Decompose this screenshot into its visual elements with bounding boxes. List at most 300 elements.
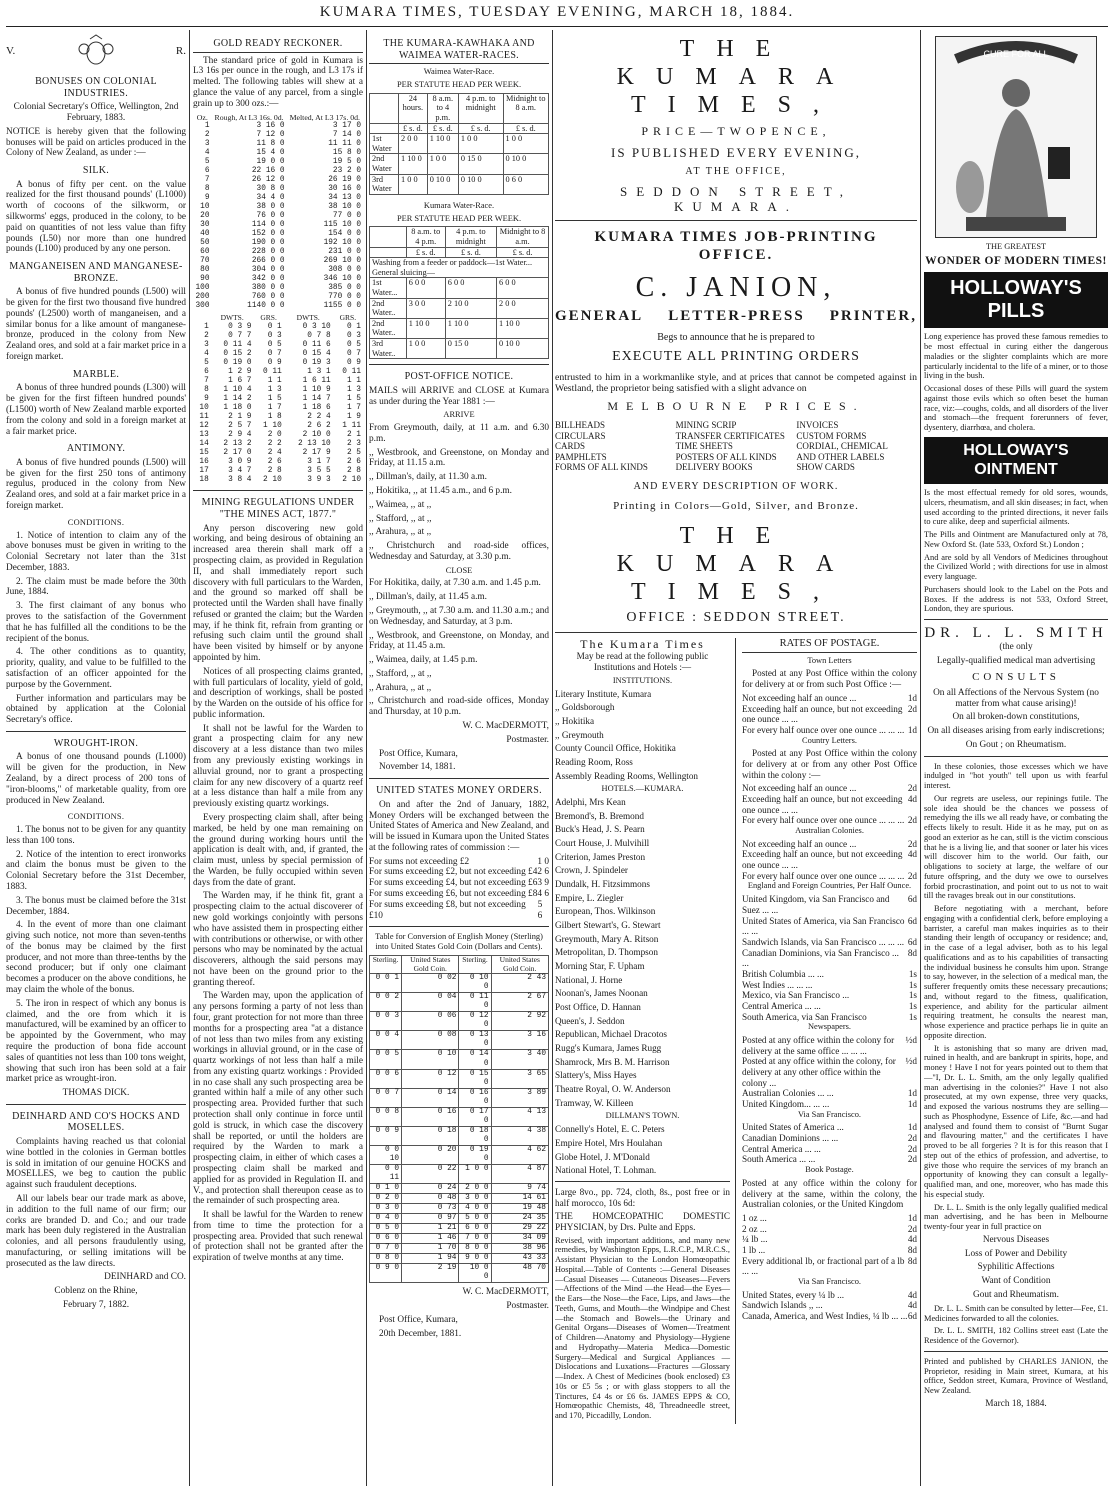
table-cell: 6 <box>204 166 210 175</box>
table-cell: 4 <box>204 148 210 157</box>
newspaper-rates <box>742 1035 917 1110</box>
rate-value: ½d <box>905 1034 917 1045</box>
rate-value: 2d <box>907 783 917 794</box>
only-line: (the only <box>999 642 1033 653</box>
rate-value: 1d <box>907 1099 917 1109</box>
rate-label: Every additional lb, or fractional part of a lb ... ... <box>742 1255 905 1277</box>
table-cell: 0 10 0 <box>427 174 458 194</box>
price-line: PRICE—TWOPENCE, <box>641 124 831 139</box>
hotel-item: Criterion, James Preston <box>555 851 646 862</box>
conversion-row <box>370 974 549 993</box>
rough-col-header: Rough, At L3 16s. 0d. <box>214 112 284 122</box>
hotel-item: Tramway, W. Killeen <box>555 1097 634 1108</box>
rate-row <box>742 969 917 980</box>
rate-row <box>742 815 917 826</box>
mining-heading: MINING REGULATIONS UNDER "THE MINES ACT, 1877." <box>201 497 355 521</box>
ailment-item: Want of Condition <box>981 1276 1051 1287</box>
table-cell: 22 16 0 <box>251 166 285 175</box>
table-cell: 0 0 4 <box>370 1031 402 1050</box>
institution-item: County Council Office, Hokitika <box>555 743 676 754</box>
table-cell: 0 3 9 <box>228 322 252 331</box>
rate-value: 1 0 <box>537 856 549 867</box>
institutions-list <box>555 689 730 782</box>
table-cell: 0 11 0 <box>459 993 491 1012</box>
rate-row <box>742 1300 917 1311</box>
conversion-row <box>370 1088 549 1107</box>
rate-row <box>742 937 917 948</box>
section-rule <box>924 1351 1108 1352</box>
rate-row <box>742 1154 917 1165</box>
conversion-row <box>370 1050 549 1069</box>
ailments-list <box>924 1235 1108 1301</box>
table-cell: 0 73 <box>402 1203 459 1213</box>
table-cell: 1 7 <box>267 404 282 413</box>
hotel-item: Theatre Royal, O. W. Anderson <box>555 1084 671 1095</box>
rate-row <box>742 1122 917 1133</box>
rate-label: Mexico, via San Francisco ... <box>742 990 850 1001</box>
oz-row <box>193 284 363 293</box>
rate-value: 2d <box>907 1143 917 1154</box>
reckoner-title: GOLD READY RECKONER. <box>193 38 363 53</box>
general-word: GENERAL <box>555 308 644 325</box>
table-cell: 40 <box>200 229 210 238</box>
table-cell: 2nd Water.. <box>370 318 407 338</box>
table-cell: 2 0 <box>267 431 282 440</box>
hotel-item: Court House, J. Mulvihill <box>555 838 650 849</box>
rate-label: Exceeding half an ounce, but not exceeding one ounce ... ... <box>742 793 903 815</box>
section-rule <box>369 926 549 927</box>
waimea-row <box>370 134 549 154</box>
rate-label: British Columbia ... ... <box>742 968 824 979</box>
printing-item: DELIVERY BOOKS <box>675 462 753 473</box>
condition-4: 4. The other conditions as to quantity, priority, quality, and value to be fulfilled to the satisfaction of an officer appointed for the purpose by the Government. <box>6 647 186 690</box>
dwt-row <box>193 332 363 341</box>
rate-row <box>742 894 917 915</box>
arrive-line: From Greymouth, daily, at 11 a.m. and 6.30 p.m. <box>369 423 549 444</box>
table-cell: 1 1 <box>267 377 282 386</box>
oz-row <box>193 176 363 185</box>
rate-row <box>742 871 917 882</box>
table-cell: 10 <box>200 202 210 211</box>
homeopathic-text: Revised, with important additions, and many new remedies, by Washington Epps, L.R.C.P., M.R.C.S., Assistant Physician to the London Homœopathic Hospital.—Table of Contents :—General Diseases—Casual Diseases — Cutaneous Diseases—Fevers—Affections of the Mind —the Head—the Eyes—the Ears—the Nose—the Face, Lips, and Jaws—the Teeth, Gums, and Mouth—the Windpipe and Chest—the Stomach and Bowels—the Urinary and Genital Organs—Diseases of Women—Treatment of Children—Anatomy and Physiology—Hygiene and Hydropathy—Materia Medica—Domestic Surgery—Medical and Surgical Appliances —Dislocations and Luxations—Fractures —Glossary—Index. A Chest of Medicines (book enclosed) £3 10s or £5 5s ; or with glass stoppers to all the Tinctures, £4 4s or £6 6s. JAMES EPPS & CO, Homœopathic Chemists, 48, Threadneedle street, and 170, Piccadilly, London. <box>555 1235 730 1421</box>
rate-row <box>369 900 549 922</box>
rate-label: Australian Colonies ... ... <box>742 1088 834 1099</box>
rate-label: For sums exceeding £4, but not exceeding £6 <box>369 878 538 889</box>
dillmans-item: Globe Hotel, J. M'Donald <box>555 1151 650 1162</box>
rate-label: ¼ lb ... <box>742 1234 768 1245</box>
hotel-item: Adelphi, Mrs Kean <box>555 797 626 808</box>
wonder-headline: WONDER OF MODERN TIMES! <box>925 254 1107 267</box>
hocks-place: Coblenz on the Rhine, <box>54 1286 138 1297</box>
rate-heading-2: PER STATUTE HEAD PER WEEK. <box>396 213 522 223</box>
dwt-row <box>193 377 363 386</box>
rate-label: For sums exceeding £8, but not exceeding £10 <box>369 899 526 921</box>
country-letters-heading: Country Letters. <box>802 735 857 745</box>
colors-line: Printing in Colors—Gold, Silver, and Bronze. <box>613 500 859 513</box>
hotel-item: Gilbert Stewart's, G. Stewart <box>555 920 661 931</box>
table-cell: 200 <box>195 293 210 302</box>
conversion-row <box>370 1214 549 1224</box>
table-cell: 19 0 0 <box>256 157 285 166</box>
table-cell: 9 <box>204 193 210 202</box>
table-cell: 2 17 0 <box>223 449 252 458</box>
conversion-row <box>370 1244 549 1254</box>
table-cell: 0 1 <box>267 322 282 331</box>
rate-value: ½d <box>905 1056 917 1067</box>
hotel-item: Republican, Michael Dracotos <box>555 1029 667 1040</box>
table-cell: 2 10 0 <box>445 298 496 318</box>
table-header-cell: £ s. d. <box>406 247 445 258</box>
australian-colonies-heading: Australian Colonies. <box>795 825 864 835</box>
melbourne-prices: MELBOURNE PRICES. <box>607 399 865 414</box>
royal-crest <box>6 32 186 70</box>
hotel-item: Metropolitan, D. Thompson <box>555 947 658 958</box>
conversion-row <box>370 1203 549 1213</box>
table-cell: 19 48 <box>491 1203 548 1213</box>
table-cell: 7 0 0 <box>459 1234 491 1244</box>
table-cell: 38 10 0 <box>328 202 361 211</box>
conversion-row <box>370 993 549 1012</box>
dwt-header: DWTS. <box>296 313 320 323</box>
rate-label: For every half ounce over one ounce ... ... ... <box>742 724 905 735</box>
rate-row <box>742 704 917 725</box>
hocks-text-2: All our labels bear our trade mark as above, in addition to the full name of our firm; our corks are branded D. and Co.; and our trade mark has been duly registered in the Australian colonies, and all persons fraudulently using, manufacturing, or selling imitations will be prosecuted as the law directs. <box>6 1193 186 1269</box>
smith-body-2: Our regrets are useless, our repinings futile. The sole idea should be the chances we possess of remedying the ills we all ready have, or combating the effects likely to result. Hide it as he may, put on as good an exterior as he can, still is the victim conscious that he is a living lie, and that sooner or later his vices will discover him to the world. Our faith, our obligations to society at large, the welfare of our future offspring, and the duty we owe to ourselves forbid procrastination, and point out to us not to wait till the ravages break out in our constitutions. <box>924 793 1108 901</box>
rate-value: 4d <box>907 1300 917 1311</box>
arrive-line: ,, Stafford, ,, at ,, <box>369 513 432 524</box>
table-cell: 2 19 <box>402 1264 459 1283</box>
table-cell: 20 <box>200 211 210 220</box>
table-cell: 0 5 0 <box>370 1224 402 1234</box>
hotel-item: Bremond's, B. Bremond <box>555 810 644 821</box>
book-rates <box>742 1213 917 1256</box>
dwt-row <box>193 368 363 377</box>
dwt-row <box>193 404 363 413</box>
table-cell: 9 0 0 <box>459 1254 491 1264</box>
silk-heading: SILK. <box>82 165 110 177</box>
rate-label: Central America ... ... <box>742 1000 821 1011</box>
rate-value: 8d <box>907 1255 917 1266</box>
table-cell: 1 3 <box>346 386 361 395</box>
table-cell: 1 14 2 <box>223 395 252 404</box>
table-cell: 2 3 <box>346 440 361 449</box>
rate-value: 5 6 <box>537 899 543 921</box>
table-cell: 2 5 7 <box>228 422 252 431</box>
table-cell: 6 0 0 <box>406 278 445 298</box>
rate-value: 2d <box>907 838 917 849</box>
table-cell: 3 0 0 <box>459 1193 491 1203</box>
oz-row <box>193 266 363 275</box>
oz-row <box>193 221 363 230</box>
arrive-line: ,, Waimea, ,, at ,, <box>369 499 432 510</box>
close-line: ,, Dillman's, daily, at 11.45 a.m. <box>369 592 487 603</box>
dwt-row <box>193 395 363 404</box>
dwt-row <box>193 440 363 449</box>
rate-row <box>742 1213 917 1224</box>
consult-4: On Gout ; on Rheumatism. <box>965 739 1067 750</box>
table-cell: 0 11 4 <box>223 340 252 349</box>
table-cell: 0 6 0 <box>503 174 548 194</box>
holloways-pills-banner: HOLLOWAY'S PILLS <box>924 272 1108 328</box>
table-cell: 30 <box>200 220 210 229</box>
table-cell: 2nd Water <box>370 154 399 174</box>
rate-label: United States of America, via San Francisco ... ... <box>742 915 905 937</box>
table-cell: 8 <box>204 386 209 395</box>
rate-row <box>742 1099 917 1110</box>
conversion-row <box>370 1183 549 1193</box>
table-cell: 0 20 <box>402 1145 459 1164</box>
ointment-vendors: And are sold by all Vendors of Medicines throughout the Civilized World ; with directions for use in almost every language. <box>924 552 1108 582</box>
oz-row <box>193 248 363 257</box>
country-intro: Posted at any Post Office within the colony for delivery at or from any other Post Office within the colony :— <box>742 748 917 780</box>
table-cell: 0 8 0 <box>370 1254 402 1264</box>
table-cell: 0 18 <box>402 1126 459 1145</box>
conversion-row <box>370 1224 549 1234</box>
rate-label: For sums not exceeding £2 <box>369 856 470 867</box>
table-cell: 2 <box>204 331 209 340</box>
dwt-row <box>193 323 363 332</box>
rate-label: 2 oz ... <box>742 1223 767 1234</box>
office-line: OFFICE : SEDDON STREET. <box>626 610 846 626</box>
country-rates <box>742 783 917 826</box>
table-header-cell: £ s. d. <box>503 123 548 134</box>
rate-label: West Indies ... ... ... <box>742 979 813 990</box>
rate-label: South America, via San Francisco <box>742 1011 867 1022</box>
table-cell: 26 19 0 <box>328 175 361 184</box>
table-cell: 15 8 0 <box>332 148 361 157</box>
table-cell: 9 <box>204 395 209 404</box>
table-cell: 6 0 0 <box>459 1224 491 1234</box>
rate-value: 2d <box>907 1223 917 1234</box>
table-cell: 0 11 6 <box>302 340 331 349</box>
ointment-address: The Pills and Ointment are Manufactured only at 78, New Oxford St. (late 533, Oxford St.) London ; <box>924 530 1108 549</box>
table-cell: 228 0 0 <box>251 247 285 256</box>
close-line: ,, Christchurch and road-side offices, Monday and Thursday, at 10 p.m. <box>369 696 549 718</box>
dwt-row <box>193 431 363 440</box>
table-cell: 16 <box>199 458 209 467</box>
hotel-item: Greymouth, Mary A. Ritson <box>555 933 659 944</box>
hocks-text: Complaints having reached us that colonial wine bottled in the colonies in German bottles is sold in imitation of our genuine HOCKS and MOSELLES, we beg to caution the public against such fraudulent deceptions. <box>6 1137 186 1191</box>
masthead: KUMARA TIMES, TUESDAY EVENING, MARCH 18, 1884. <box>319 4 795 20</box>
money-order-title: Postmaster. <box>506 1301 549 1312</box>
table-cell: 115 10 0 <box>323 220 361 229</box>
table-cell: 300 <box>195 302 210 311</box>
reckoner-intro: The standard price of gold in Kumara is L3 16s per ounce in the rough, and L3 17s if melted. The following tables will shew at a glance the value of any parcel, from a single grain up to 300 ozs.:— <box>193 55 363 109</box>
table-cell: 266 0 0 <box>251 257 285 265</box>
table-cell: 7 <box>204 175 210 184</box>
dillmans-list <box>555 1124 730 1176</box>
rate-label: Not exceeding half an ounce ... <box>742 783 857 794</box>
kumara-row <box>370 298 549 318</box>
rate-label: For sums exceeding £2, but not exceeding £4 <box>369 867 538 878</box>
grs-header: GRS. <box>260 313 277 323</box>
table-cell: 2 8 <box>346 467 361 476</box>
rate-value: 3 9 <box>537 878 549 889</box>
published-line: IS PUBLISHED EVERY EVENING, <box>611 145 861 161</box>
table-cell: 18 <box>199 476 209 485</box>
table-cell: 0 12 0 <box>459 1012 491 1031</box>
table-cell: 4 0 0 <box>459 1203 491 1213</box>
rate-value: 8d <box>907 1244 917 1255</box>
kumara-race-heading: Kumara Water-Race. <box>423 200 495 210</box>
table-cell: 3 16 <box>491 1031 548 1050</box>
table-cell: 11 8 0 <box>256 139 285 148</box>
every-description: AND EVERY DESCRIPTION OF WORK. <box>633 480 839 492</box>
oz-row <box>193 158 363 167</box>
table-cell: 1 10 0 <box>406 318 445 338</box>
table-cell: 1 6 7 <box>228 377 252 386</box>
table-cell: 11 <box>199 413 209 422</box>
iron-condition-5: 5. The iron in respect of which any bonus is claimed, and the ore from which it is manufactured, will be examined by an officer to be appointed by the Government, who may require the production of bona fide account sales of quantities not less than 100 tons weight, showing that such iron has been sold at a fair market price as wrought-iron. <box>6 998 186 1085</box>
table-cell: 10 0 0 <box>459 1264 491 1283</box>
table-cell: 2 17 9 <box>302 449 331 458</box>
town-intro: Posted at any Post Office within the colony for delivery at or from such Post Office :— <box>742 668 917 690</box>
water-races-heading: THE KUMARA-KAWHAKA AND WAIMEA WATER-RACES. <box>369 38 549 64</box>
holloways-ointment-banner: HOLLOWAY'S OINTMENT <box>924 437 1108 484</box>
hotel-item: Dundalk, H. Fitzsimmons <box>555 879 650 890</box>
table-cell: 0 19 0 <box>459 1145 491 1164</box>
ailment-item: Loss of Power and Debility <box>964 1248 1068 1259</box>
rate-value: 4d <box>907 1234 917 1245</box>
table-cell: 0 16 <box>402 1107 459 1126</box>
two-column-section <box>555 638 917 1424</box>
rate-label: Posted at any office within the colony, for delivery at any other office within the colony ... <box>742 1056 896 1088</box>
column-divider <box>366 30 367 1486</box>
rate-value: 4d <box>907 849 917 860</box>
table-cell: 48 70 <box>491 1264 548 1283</box>
rate-value: 6d <box>907 894 917 905</box>
silk-text: A bonus of fifty per cent. on the value realized for the first thousand pounds' (L1000) worth of cocoons of the silkworm, or silkworms' eggs, produced in the colony, to be paid on quantities of not less value than fifty pounds (L50) nor more than one hundred pounds (L100) produced by any one person. <box>6 179 186 255</box>
iron-condition-3: 3. The bonus must be claimed before the 31st December, 1884. <box>6 895 186 917</box>
table-cell: 8 <box>204 184 210 193</box>
hotel-item: Empire, L. Ziegler <box>555 892 624 903</box>
job-printing-heading: KUMARA TIMES JOB-PRINTING OFFICE. <box>594 229 878 263</box>
table-cell: 1 2 9 <box>228 368 252 377</box>
arrive-line: ,, Westbrook, and Greenstone, on Monday and Friday, at 11.15 a.m. <box>369 447 549 469</box>
table-header-cell: £ s. d. <box>399 123 428 134</box>
table-cell: 192 10 0 <box>323 238 361 247</box>
table-cell: 43 33 <box>491 1254 548 1264</box>
conversion-row <box>370 1193 549 1203</box>
table-cell: 1 11 <box>342 422 361 431</box>
table-cell: 1 94 <box>402 1254 459 1264</box>
mining-para-4: Every prospecting claim shall, after being marked, be held by one man remaining on the ground during working hours until the application is dealt with, and, if granted, the claim must, unless by special permission of the Warden, be fully occupied within seven days from the date of grant. <box>193 812 363 888</box>
australian-rates <box>742 839 917 882</box>
rate-value: 2d <box>907 1133 917 1144</box>
table-cell: 1 5 <box>267 395 282 404</box>
melted-col-header: Melted, At L3 17s. 0d. <box>289 112 360 122</box>
conversion-row <box>370 1145 549 1164</box>
rate-value: 2d <box>907 815 917 826</box>
hotel-item: Queen's, J. Seddon <box>555 1015 625 1026</box>
close-list <box>369 578 549 718</box>
marble-heading: MARBLE. <box>72 368 120 380</box>
rate-label: United States, every ¼ lb ... <box>742 1289 845 1300</box>
table-cell: 38 0 0 <box>256 202 285 211</box>
table-header-cell: £ s. d. <box>445 247 496 258</box>
table-cell: 0 3 <box>267 331 282 340</box>
close-line: ,, Waimea, daily, at 1.45 p.m. <box>369 655 478 666</box>
table-cell: 2 4 <box>267 449 282 458</box>
column-divider <box>920 30 921 1486</box>
table-cell: 1 5 <box>346 395 361 404</box>
conversion-heading: Table for Conversion of English Money (Sterling) into United States Gold Coin (Dollars and Cents). <box>375 932 543 952</box>
postmaster-title: Postmaster. <box>506 734 549 745</box>
conversion-row <box>370 1126 549 1145</box>
seated-figure-icon <box>936 37 1096 237</box>
table-cell: 342 0 0 <box>251 275 285 284</box>
table-header-cell: 8 a.m. to 4 p.m. <box>406 227 445 247</box>
table-cell: 3 <box>204 139 210 148</box>
column-holloway-smith <box>924 32 1108 1486</box>
table-cell: 34 4 0 <box>256 193 285 202</box>
pills-text: Long experience has proved these famous remedies to be most effectual in curing either the dangerous maladies or the slighter complaints which are more particularly incidental to the life of a miner, or to those living in the bush. <box>924 332 1108 381</box>
via-san-francisco-heading: Via San Francisco. <box>798 1109 861 1119</box>
table-cell: 4 62 <box>491 1145 548 1164</box>
table-cell: 0 11 <box>263 368 282 377</box>
table-cell: 2nd Water.. <box>370 298 407 318</box>
column-kumara-times <box>555 32 917 1486</box>
table-cell: 3 9 3 <box>307 476 331 485</box>
printing-item: BILLHEADS <box>555 420 605 431</box>
hotel-item: Shamrock, Mrs B. M. Harrison <box>555 1056 670 1067</box>
printing-item: CARDS <box>555 441 586 452</box>
table-cell: 77 0 0 <box>332 211 361 220</box>
table-header-cell: United States Gold Coin. <box>491 955 548 973</box>
table-cell: 2 43 <box>491 974 548 993</box>
rate-value: 4d <box>907 793 917 804</box>
smith-address: Dr. L. L. SMITH, 182 Collins street east (Late the Residence of the Governor). <box>924 1326 1108 1346</box>
table-cell: 38 96 <box>491 1244 548 1254</box>
table-cell: 3 0 9 <box>228 458 252 467</box>
consult-1: On all Affections of the Nervous System (no matter from what cause arising)! <box>933 687 1099 709</box>
table-cell: 3 1 7 <box>307 458 331 467</box>
section-rule <box>6 731 186 732</box>
dwt-row <box>193 359 363 368</box>
waimea-row <box>370 154 549 174</box>
rate-value: 6d <box>907 936 917 947</box>
printing-item: TRANSFER CERTIFICATES <box>675 430 785 441</box>
oz-row <box>193 302 363 311</box>
oz-row <box>193 131 363 140</box>
table-header-cell: 4 p.m. to midnight <box>458 93 503 123</box>
table-cell: 385 0 0 <box>328 284 361 293</box>
printing-item: CORDIAL, CHEMICAL <box>796 441 888 452</box>
iron-conditions-heading: CONDITIONS. <box>67 812 125 822</box>
column-divider <box>552 30 553 1486</box>
smith-body-5: Dr. L. L. Smith is the only legally qualified medical man advertising, and he has been in Melbourne twenty-four year in full practice on <box>924 1202 1108 1232</box>
rate-value: 6d <box>907 1311 917 1321</box>
rate-row <box>742 1245 917 1256</box>
table-cell: 231 0 0 <box>328 247 361 256</box>
money-orders-heading: UNITED STATES MONEY ORDERS. <box>376 785 542 797</box>
table-cell: 0 6 0 <box>370 1234 402 1244</box>
rate-label: Central America ... ... <box>742 1143 821 1154</box>
table-cell: 0 17 0 <box>459 1107 491 1126</box>
table-cell: 0 19 0 <box>223 359 252 367</box>
smith-body-4: It is astonishing that so many are driven mad, ruined in health, and are bankrupt in spirits, hope, and money ! Have I not for years pointed out to them that—"I, Dr. L. L. Smith, am the only legally qualified man advertising in the colonies?" Have I not also prosecuted, at my own expense, three very quacks, and exposed the various nostrums they are selling—such as Phosphodyne, Essence of Life, &c.—and had analysed and found them to consist of "Burnt Sugar and flavouring matter," and the certificates I have proved to be all forgeries ? It is for this reason that I step out of the ethics of profession, and advertise, to give those who require the services of my branch an opportunity of knowing they can consult a legally-qualified man, and one, moreover, who has made this his especial study. <box>924 1043 1108 1199</box>
oz-row <box>193 230 363 239</box>
rate-label: United Kingdom... ... ... <box>742 1099 830 1109</box>
oz-row <box>193 185 363 194</box>
table-cell: 1 10 0 <box>497 318 549 338</box>
table-cell: 11 11 0 <box>328 139 361 148</box>
table-cell: 1 0 0 <box>503 134 548 154</box>
close-line: ,, Westbrook, and Greenstone, on Monday, and Friday, at 11.45 a.m. <box>369 630 549 652</box>
homeopathic-heading: THE HOMCEOPATHIC DOMESTIC PHYSICIAN, by Drs. Pulte and Epps. <box>555 1211 730 1232</box>
table-cell: 1 3 <box>267 386 282 395</box>
section-rule <box>369 778 549 779</box>
